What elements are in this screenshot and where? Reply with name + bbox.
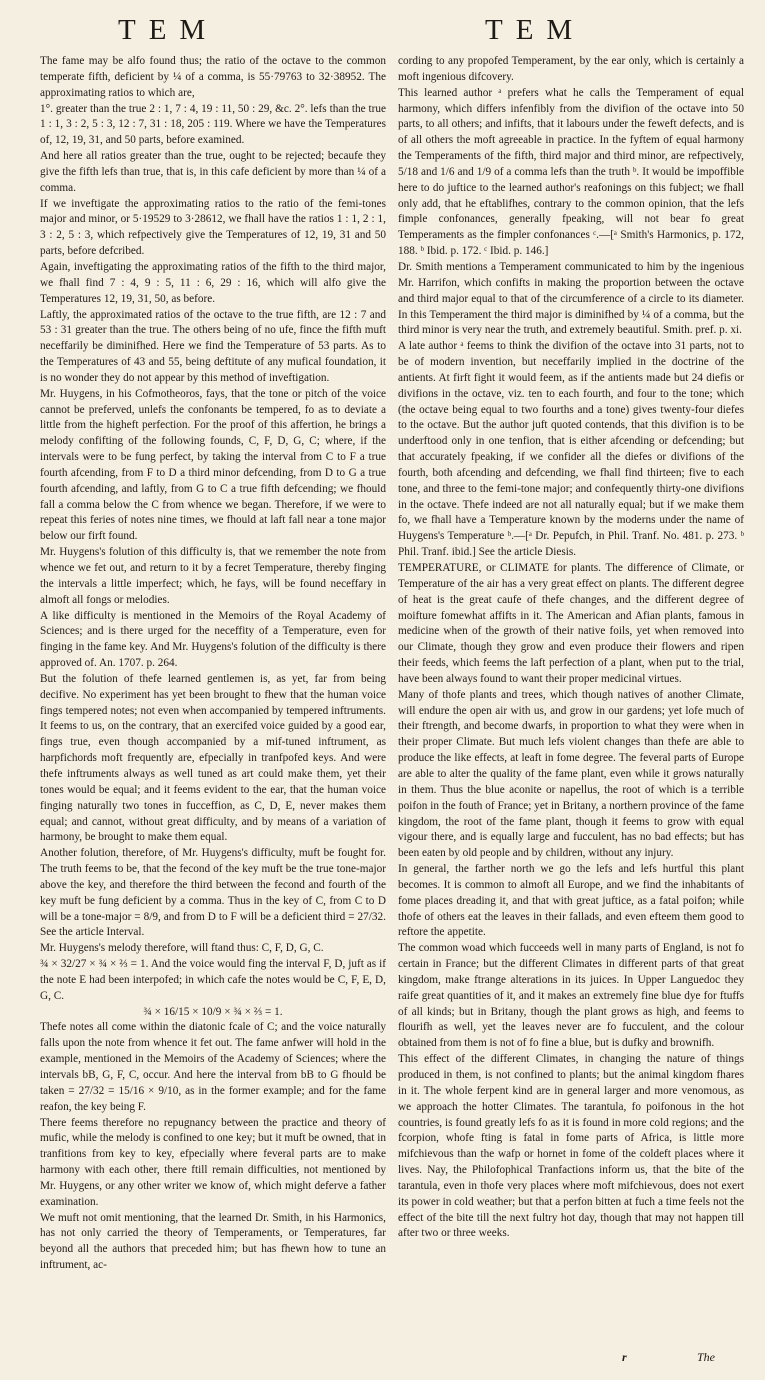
paragraph: The fame may be alfo found thus; the ratio of the octave to the common temperate fifth, deficient by ¼ of a comma, is 55·79763 to 32·38952. The approximating ratios to which are,	[40, 55, 386, 99]
catchword: The	[697, 1350, 715, 1364]
paragraph: A late author ᵃ feems to think the divifion of the octave into 31 parts, not to be of modern invention, but neceffarily implied in the doctrine of the antients. At firft fight it would feem, as if the antients made but 24 diefis or divifions in the octave, viz. ten to each fourth, and four to the tone; which (the octave being equal to two fourths and a tone) gives twenty-four diefes to the octave. But the author juft quoted contends, that this divifion is to be underftood only in one tenfion, that is either afcending or defcending; but that accurately fpeaking, if we confider all the diefes or divifions of the fourth, both afcending and defcending, we fhall find thirteen; five to each tone, and three to the femi-tone major; and confequently thirty-one divifions in the octave. Thefe indeed are not all naturally equal; but if we make them fo, we fhall have a Temperature known by the moderns under the name of Huygens's Temperature ᵇ.—[ᵃ Dr. Pepufch, in Phil. Tranf. No. 481. p. 273. ᵇ Phil. Tranf. ibid.] See the article Diesis.	[398, 340, 744, 559]
paragraph: In general, the farther north we go the lefs and lefs hurtful this plant becomes. It is common to almoft all Europe, and we find the inhabitants of fome places dreading it, and that with great juftice, as a fatal poifon; while thofe of others eat the leaves in their fallads, and even efteem them good to reftore the appetite.	[398, 863, 744, 939]
paragraph: Laftly, the approximated ratios of the octave to the true fifth, are 12 : 7 and 53 : 31 greater than the true. The others being of no ufe, fince the fifth muft neceffarily be diminifhed. Here we find the Temperature of 53 parts. As to the Temperatures of 43 and 55, being deftitute of any mufical foundation, it is no wonder they do not appear by this method of inveftigation.	[40, 308, 386, 384]
paragraph: And here all ratios greater than the true, ought to be rejected; becaufe they give the fifth lefs than true, that is, in this cafe deficient by more than ¼ of a comma.	[40, 150, 386, 194]
paragraph: Many of thofe plants and trees, which though natives of another Climate, will endure the open air with us, and grow in our gardens; yet lofe much of their ftrength, and become dwarfs, in proportion to what they were when in their proper Climate. But much lefs violent changes than thefe are able to produce the like effects, at leaft in fome degree. The feveral parts of Europe are able to alter the quality of the fame plant, even while it grows naturally in them. Thus the blue aconite or napellus, the root of which is a terrible poifon in the fouth of France; yet in Britany, a northern province of the fame kingdom, the root of the fame plant, though it feems to grow with equal vigour there, and is equally large and fucculent, has no bad effects; but has been eaten by old people and by children, without any injury.	[398, 688, 744, 860]
signature-mark: r	[622, 1350, 627, 1364]
paragraph: Dr. Smith mentions a Temperament communicated to him by the ingenious Mr. Harrifon, which confifts in making the proportion between the octave and third major equal to that of the circumference of a circle to its diameter. In this Temperament the third major is diminifhed by ¼ of a comma, but the third minor is very near the truth, and extremely beautiful. Smith. pref. p. xi.	[398, 260, 744, 337]
equation: ¾ × 16/15 × 10/9 × ¾ × ⅔ = 1.	[143, 1005, 283, 1018]
header-right: TEM	[485, 14, 586, 46]
paragraph: ¾ × 32/27 × ¾ × ⅔ = 1. And the voice would fing the interval F, D, juft as if the note E had been interpofed; in which cafe the notes would be C, F, E, D, G, C.	[40, 958, 386, 1002]
paragraph: Another folution, therefore, of Mr. Huygens's difficulty, muft be fought for. The truth feems to be, that the fecond of the key muft be the true tone-major above the key, and therefore the third between the fecond and fourth of the key muft be fung deficient by a comma. Thus in the key of C, from C to D will be a tone-major = 8/9, and from D to F will be a deficient third = 27/32. See the article Interval.	[40, 847, 386, 939]
paragraph: We muft not omit mentioning, that the learned Dr. Smith, in his Harmonics, has not only carried the theory of Temperaments, or Temperatures, far beyond all the authors that preceded him; but has fhewn how to tune an inftrument, ac-	[40, 1211, 386, 1272]
paragraph: There feems therefore no repugnancy between the practice and theory of mufic, while the melody is confined to one key; but it muft be owned, that in tranfitions from key to key, efpecially where feveral parts are to make harmony with each other, there ftill remain difficulties, not mentioned by Mr. Huygens, or any other writer we know of, which might deferve a father examination.	[40, 1116, 386, 1208]
page-footer	[0, 1350, 765, 1374]
paragraph: The common woad which fucceeds well in many parts of England, is not fo certain in France; but the different Climates in different parts of that great kingdom, make ftrange alterations in its juices. In Upper Languedoc they raife great quantities of it, and it makes an extremely fine blue dye for ftuffs of all kinds; but in Britany, though the plant grows as high, and feems to flourifh as well, yet the leaves never are fo fucculent, and the colour obtained from them is not of fo fine a blue, but is dufky and brownifh.	[398, 942, 744, 1050]
paragraph: This learned author ᵃ prefers what he calls the Temperament of equal harmony, which differs infenfibly from the divifion of the octave into 50 parts, to all others; and infifts, that it labours under the feweft defects, and is of all others the moft agreeable in practice. In the fyftem of equal harmony the Temperaments of the fifth, third major and third minor, are refpectively, 5/18 and 1/6 and 1/9 of a comma lefs than the truth ᵇ. It would be impoffible here to do juftice to the learned author's reafonings on this fubject; we fhall only add, that he eftablifhes, contrary to the common opinion, that the lefs fimple confonances, generally fpeaking, will not bear fo great Temperaments as the fimpler confonances ᶜ.—[ᵃ Smith's Harmonics, p. 172, 188. ᵇ Ibid. p. 172. ᶜ Ibid. p. 146.]	[398, 86, 744, 258]
paragraph: cording to any propofed Temperament, by the ear only, which is certainly a moft ingenious difcovery.	[398, 55, 744, 83]
header-left: TEM	[118, 14, 219, 46]
paragraph: Again, inveftigating the approximating ratios of the fifth to the third major, we fhall find 7 : 4, 9 : 5, 11 : 6, 29 : 16, which will alfo give the Temperatures 12, 19, 31, 50, as before.	[40, 260, 386, 305]
left-column	[40, 54, 386, 1274]
paragraph: Thefe notes all come within the diatonic fcale of C; and the voice naturally falls upon the note from whence it fet out. The fame anfwer will hold in the example, mentioned in the Memoirs of the Academy of Sciences; where the intervals bB, G, F, C, occur. And here the interval from bB to G fhould be taken = 27/32 = 15/16 × 9/10, as in the former example; and for the fame reafon, the key being F.	[40, 1021, 386, 1113]
paragraph: This effect of the different Climates, in changing the nature of things produced in them, is not confined to plants; but the animal kingdom fhares in it. The whole ferpent kind are in general larger and more venomous, as we approach the hotter Climates. The tarantula, fo poifonous in the hot countries, is found greatly lefs fo as it is found in more cold regions; and the fcorpion, whofe fting is fatal in fome parts of Africa, is little more mifchievous than the wafp or hornet in fome of the coldeft places where it lives. Nay, the Philofophical Tranfactions inform us, that the bite of the tarantula, even in thofe very places where moft mifchievous, does not exert its power in cold weather; but that a perfon bitten at fuch a time feels not the effect of the bite till the next fultry hot day, though that may not happen till after two or three weeks.	[398, 1053, 744, 1240]
running-header	[0, 14, 765, 58]
paragraph: 1°. greater than the true 2 : 1, 7 : 4, 19 : 11, 50 : 29, &c. 2°. lefs than the true 1 : 1, 3 : 2, 5 : 3, 12 : 7, 31 : 18, 205 : 119. Where we have the Temperatures of, 12, 19, 31, and 50 parts, before examined.	[40, 102, 386, 147]
paragraph: Mr. Huygens, in his Cofmotheoros, fays, that the tone or pitch of the voice cannot be preferved, unlefs the confonants be tempered, fo as to deviate a little from the higheft perfection. For the proof of this affertion, he brings a melody confifting of the following founds, C, F, D, G, C; where, if the intervals were to be fung perfect, by taking the interval from C to F a true fourth afcending, from F to D a third minor defcending, from D to G a true fourth afcending, and laftly, from G to C a true fifth defcending; we fhould fall a comma below the C from whence we began. Therefore, if we were to repeat this feries of notes nine times, we fhould at laft fall near a tone major below our firft found.	[40, 387, 386, 543]
paragraph: Mr. Huygens's melody therefore, will ftand thus: C, F, D, G, C.	[40, 942, 324, 955]
paragraph: Mr. Huygens's folution of this difficulty is, that we remember the note from whence we fet out, and return to it by a fecret Temperature, thereby finging the intervals a little imperfect; which, he fays, will be found neceffary in almoft all fongs or melodies.	[40, 546, 386, 606]
right-column	[398, 54, 744, 1242]
paragraph: If we inveftigate the approximating ratios to the ratio of the femi-tones major and minor, or 5·19529 to 3·28612, we fhall have the ratios 1 : 1, 2 : 1, 3 : 2, 5 : 3, which refpectively give the Temperatures of 12, 19, 31 and 50 parts, before defcribed.	[40, 197, 386, 258]
paragraph: TEMPERATURE, or CLIMATE for plants. The difference of Climate, or Temperature of the air has a very great effect on plants. The different degree of heat is the great caufe of thefe changes, and the different degree of moifture fomewhat affifts in it. The American and Afian plants, famous in medicine when of the growth of their native foils, yet when removed into our Climate, though they grow and even produce their flowers and ripen their feeds, which feems the laft perfection of a plant, when put to the trial, have been always found to want their proper medicinal virtues.	[398, 562, 744, 685]
paragraph: A like difficulty is mentioned in the Memoirs of the Royal Academy of Sciences; and is there urged for the neceffity of a Temperature, even for finging in the fame key. And Mr. Huygens's folution of the difficulty is there approved of. An. 1707. p. 264.	[40, 609, 386, 670]
paragraph: But the folution of thefe learned gentlemen is, as yet, far from being decifive. No experiment has yet been brought to fhew that the human voice fings tempered notes; not even when accompanied by tempered inftruments. It feems to us, on the contrary, that an exercifed voice guided by a good ear, fings true, even though accompanied by a mif-tuned inftrument, as harpfichords moft frequently are, efpecially in tranfpofed keys. And were thefe inftruments always as well tuned as art could make them, yet their tones would be equal; and it feems evident to the ear, that the human voice finging naturally two tones in fucceffion, as C, D, E, never makes them equal; and cannot, without great difficulty, and by means of a variation of harmony, be brought to make them equal.	[40, 672, 386, 844]
